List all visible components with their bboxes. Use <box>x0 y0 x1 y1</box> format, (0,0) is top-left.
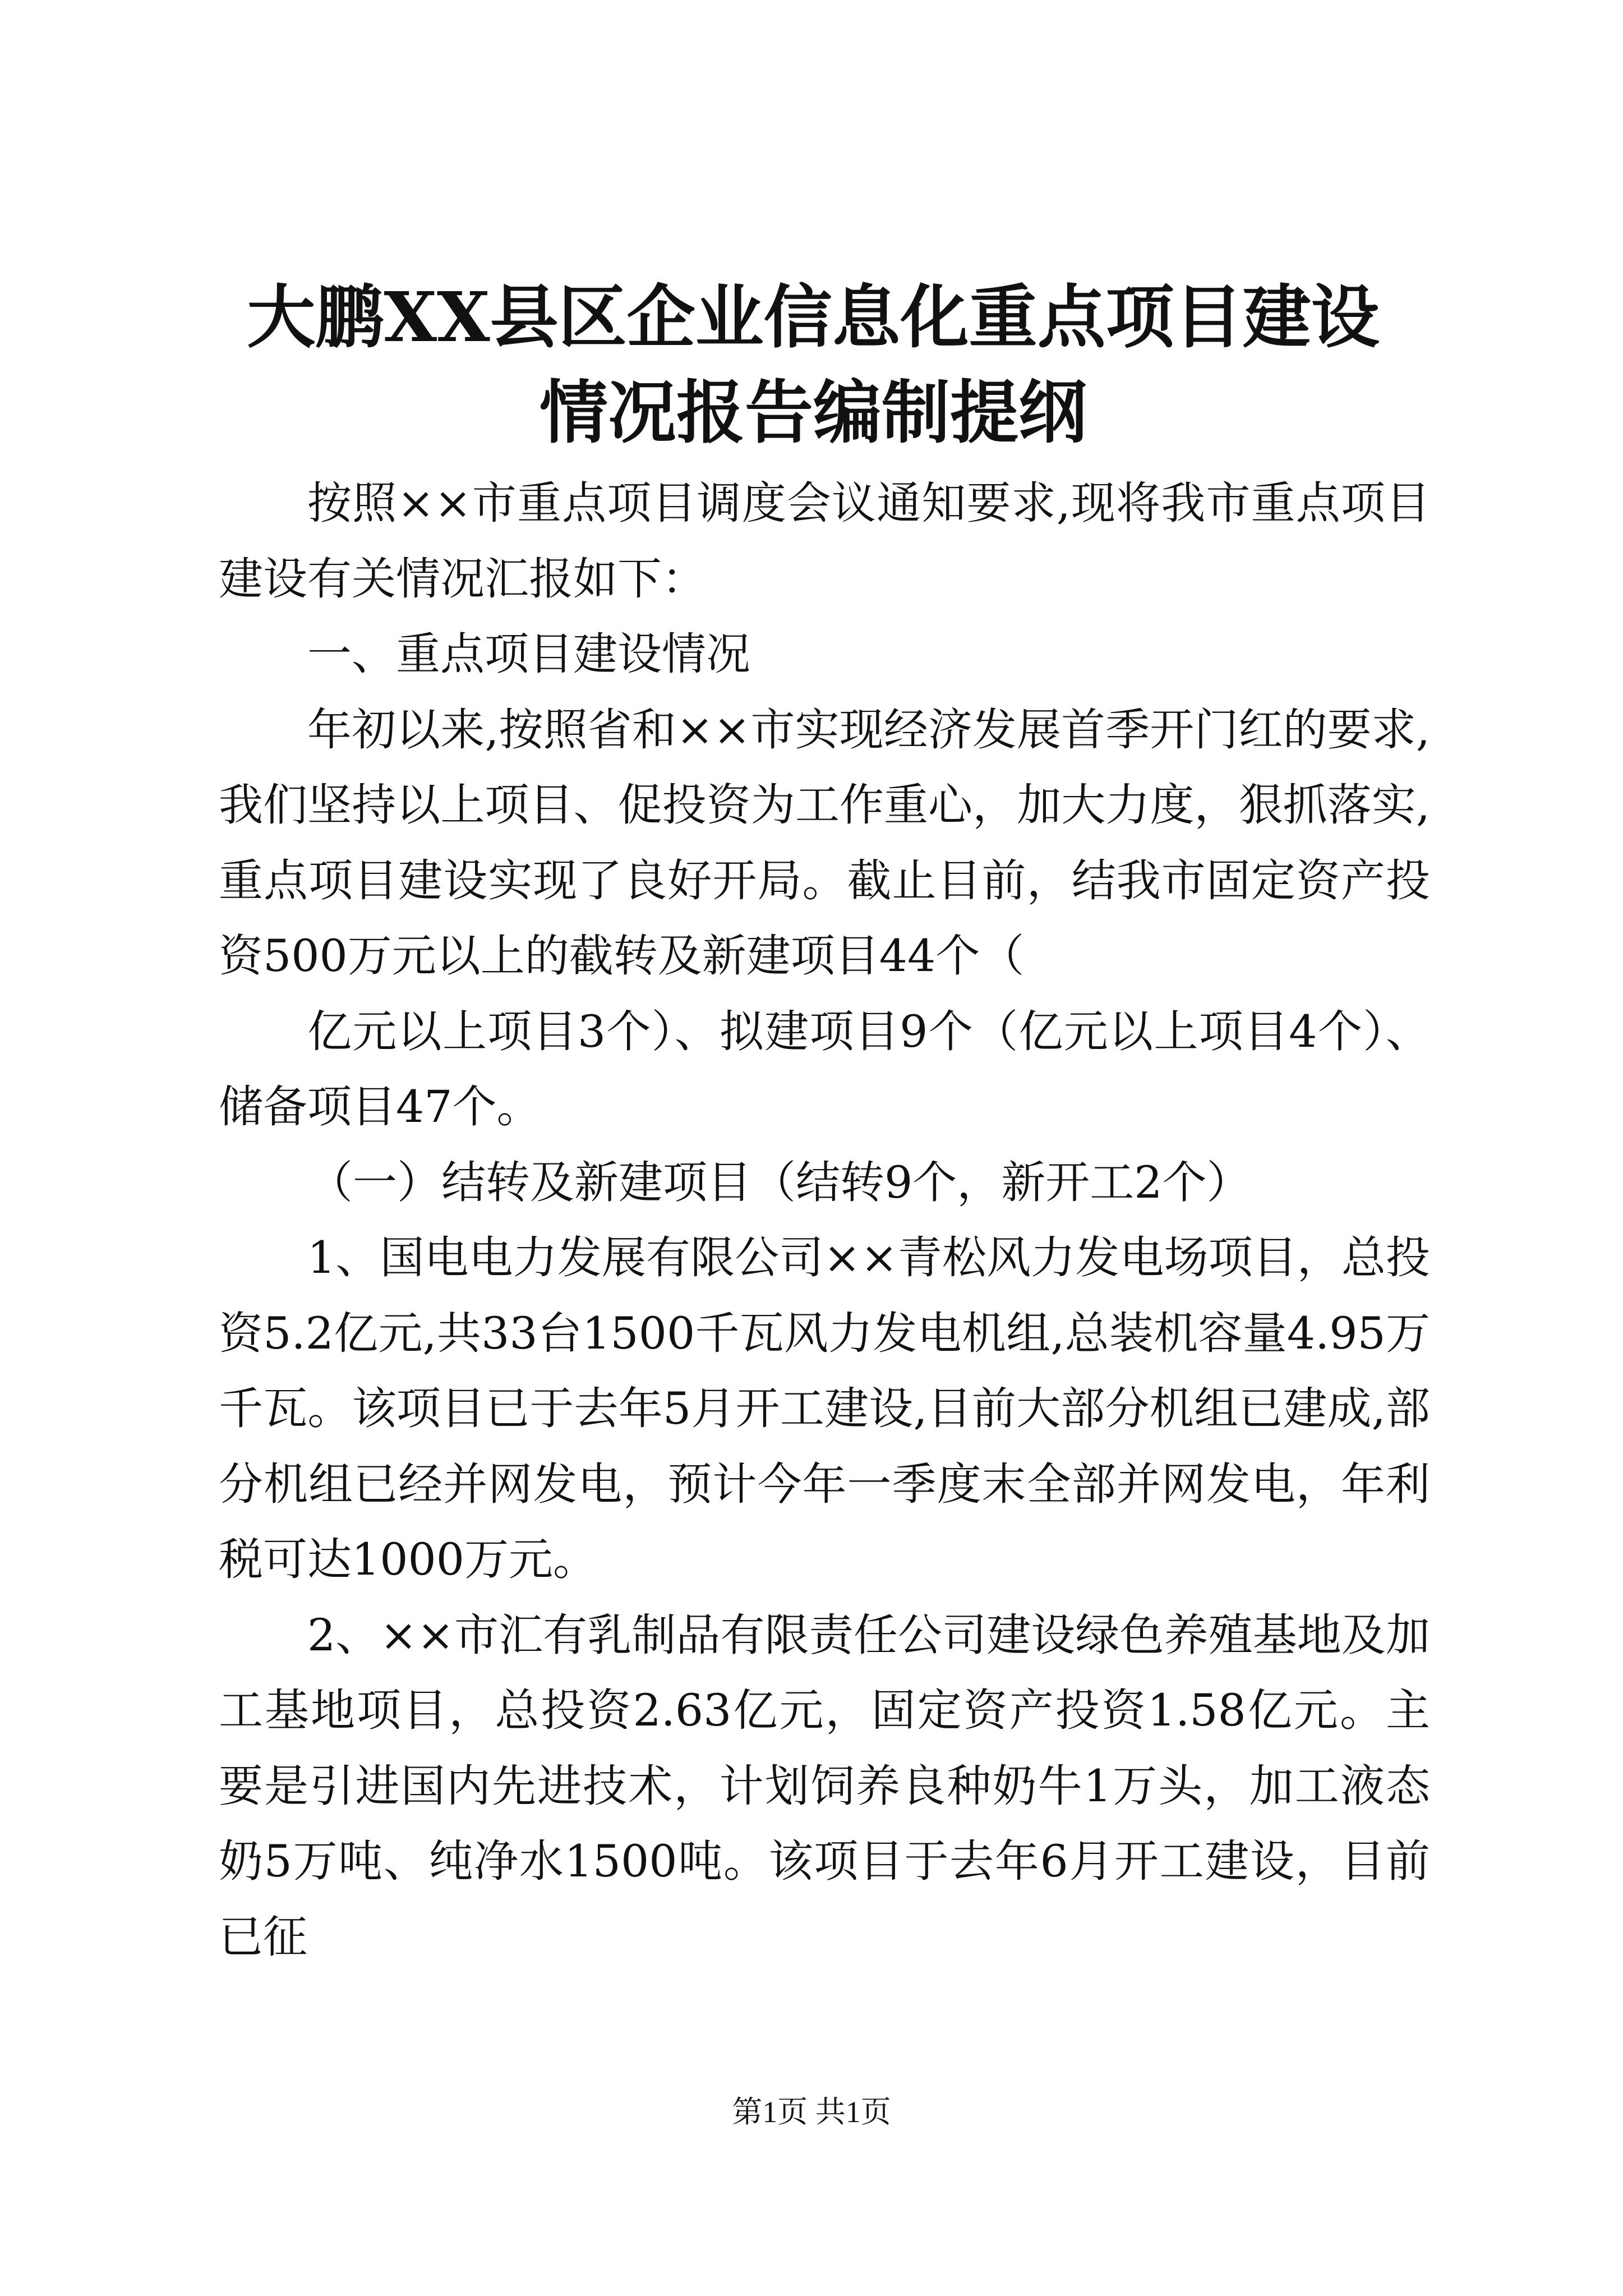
document-title: 大鹏XX县区企业信息化重点项目建设情况报告编制提纲 <box>247 277 1380 453</box>
paragraph-overview: 年初以来,按照省和××市实现经济发展首季开门红的要求,我们坚持以上项目、促投资为工作重心，加大力度，狠抓落实,重点项目建设实现了良好开局。截止目前，结我市固定资产投资500万元以上的截转及新建项目44个（ <box>219 703 1430 982</box>
section-heading: 一、重点项目建设情况 <box>307 628 750 680</box>
paragraph-intro: 按照××市重点项目调度会议通知要求,现将我市重点项目建设有关情况汇报如下： <box>219 477 1430 605</box>
subsection-heading: （一）结转及新建项目（结转9个，新开工2个） <box>308 1156 1251 1208</box>
document-body <box>219 466 1430 1975</box>
paragraph-project-2: 2、××市汇有乳制品有限责任公司建设绿色养殖基地及加工基地项目，总投资2.63亿元，固定资产投资1.58亿元。主要是引进国内先进技术，计划饲养良种奶牛1万头，加工液态奶5万吨、纯净水1500吨。该项目于去年6月开工建设，目前已征 <box>219 1609 1430 1963</box>
page-footer: 第1页 共1页 <box>732 2095 891 2129</box>
paragraph-project-1: 1、国电电力发展有限公司××青松风力发电场项目，总投资5.2亿元,共33台1500千瓦风力发电机组,总装机容量4.95万千瓦。该项目已于去年5月开工建设,目前大部分机组已建成,部分机组已经并网发电，预计今年一季度末全部并网发电，年利税可达1000万元。 <box>219 1232 1430 1585</box>
paragraph-overview-continued: 亿元以上项目3个）、拟建项目9个（亿元以上项目4个）、储备项目47个。 <box>219 1005 1430 1133</box>
